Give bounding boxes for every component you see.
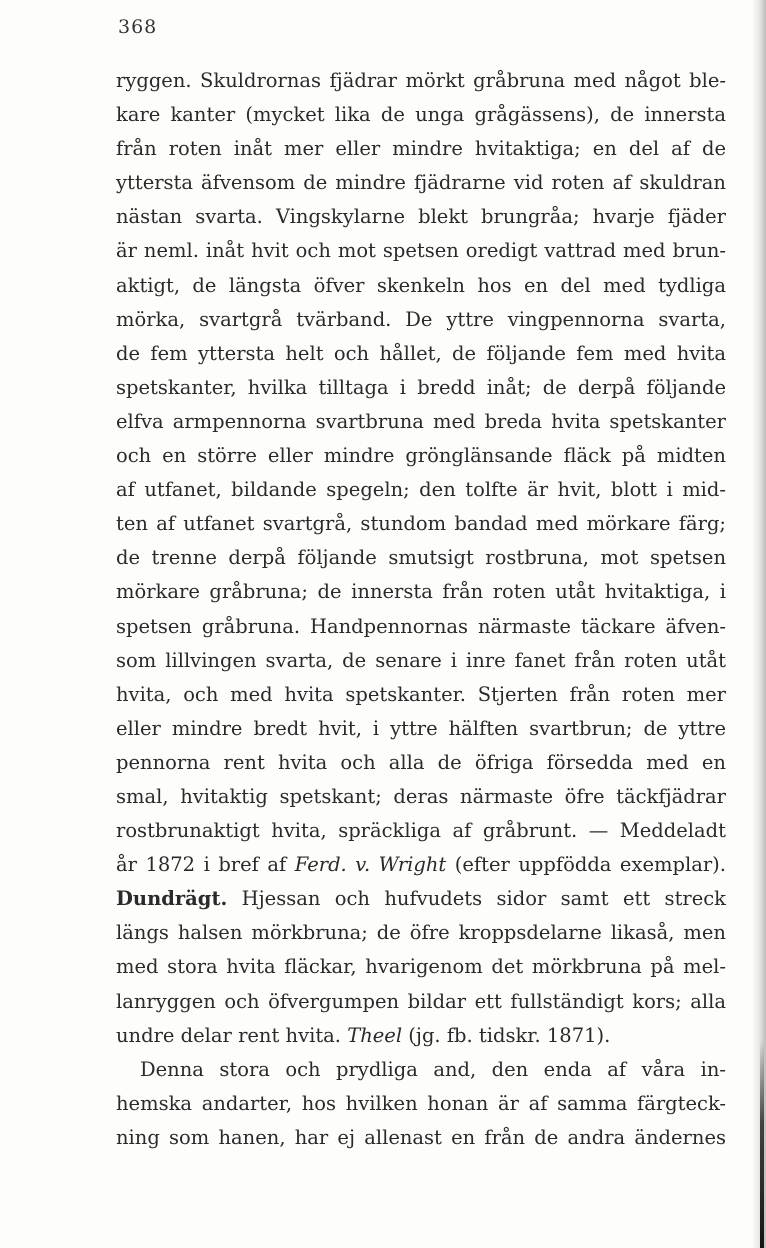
text-line-4: yttersta äfvensom de mindre fjädrarne vid roten af skuldran	[116, 171, 726, 195]
citation-text-b: (efter uppfödda exemplar).	[446, 853, 726, 877]
reference-text-b: (jg. fb. tidskr. 1871).	[402, 1023, 611, 1047]
page-number: 368	[118, 16, 158, 38]
text-line-26: längs halsen mörkbruna; de öfre kroppsdelarne likaså, men	[116, 921, 726, 945]
reference-author: Theel	[347, 1023, 403, 1047]
text-line-28: lanryggen och öfvergumpen bildar ett fullständigt kors; alla	[116, 989, 726, 1013]
text-line-15: de trenne derpå följande smutsigt rostbruna, mot spetsen	[116, 546, 726, 570]
text-line-27: med stora hvita fläckar, hvarigenom det mörkbruna på mel-	[116, 955, 726, 979]
text-line-25	[116, 882, 726, 916]
text-line-23: rostbrunaktigt hvita, spräckliga af gråbrunt. — Meddeladt	[116, 819, 726, 843]
text-line-14: ten af utfanet svartgrå, stundom bandad med mörkare färg;	[116, 512, 726, 536]
citation-author: Ferd. v. Wright	[294, 853, 447, 877]
reference-text-a: undre delar rent hvita.	[116, 1023, 348, 1047]
text-line-1: ryggen. Skuldrornas fjädrar mörkt gråbruna med något ble-	[116, 69, 726, 92]
text-line-11: elfva armpennorna svartbruna med breda hvita spetskanter	[116, 409, 726, 433]
text-line-24	[116, 848, 726, 882]
page-edge-binding	[760, 1040, 764, 1248]
section-text: Hjessan och hufvudets sidor samt ett streck	[227, 887, 726, 911]
text-line-18: som lillvingen svarta, de senare i inre fanet från roten utåt	[116, 648, 726, 672]
section-heading-dundragt: Dundrägt.	[116, 887, 228, 911]
text-line-19: hvita, och med hvita spetskanter. Stjerten från roten mer	[116, 682, 726, 706]
text-line-6: är neml. inåt hvit och mot spetsen oredigt vattrad med brun-	[116, 239, 726, 263]
text-line-21: pennorna rent hvita och alla de öfriga försedda med en	[116, 750, 726, 774]
text-line-9: de fem yttersta helt och hållet, de följande fem med hvita	[116, 341, 726, 365]
text-line-3: från roten inåt mer eller mindre hvitaktiga; en del af de	[116, 137, 726, 161]
text-line-2: kare kanter (mycket lika de unga grågässens), de innersta	[116, 103, 726, 127]
text-line-8: mörka, svartgrå tvärband. De yttre vingpennorna svarta,	[116, 307, 726, 331]
text-line-31: hemska andarter, hos hvilken honan är af samma färgteck-	[116, 1091, 726, 1115]
text-line-20: eller mindre bredt hvit, i yttre hälften svartbrun; de yttre	[116, 716, 726, 740]
body-text	[116, 64, 726, 1155]
text-line-5: nästan svarta. Vingskylarne blekt brungråa; hvarje fjäder	[116, 205, 726, 229]
text-line-7: aktigt, de längsta öfver skenkeln hos en del med tydliga	[116, 273, 726, 297]
text-line-13: af utfanet, bildande spegeln; den tolfte är hvit, blott i mid-	[116, 478, 726, 502]
text-line-17: spetsen gråbruna. Handpennornas närmaste täckare äfven-	[116, 614, 726, 638]
text-line-32: ning som hanen, har ej allenast en från de andra ändernes	[116, 1125, 726, 1149]
text-line-29	[116, 1019, 726, 1053]
text-line-30: Denna stora och prydliga and, den enda af våra in-	[140, 1057, 726, 1081]
text-line-10: spetskanter, hvilka tilltaga i bredd inåt; de derpå följande	[116, 375, 726, 399]
text-line-12: och en större eller mindre grönglänsande fläck på midten	[116, 444, 726, 468]
citation-text-a: år 1872 i bref af	[116, 853, 295, 877]
text-line-22: smal, hvitaktig spetskant; deras närmaste öfre täckfjädrar	[116, 784, 726, 808]
text-line-16: mörkare gråbruna; de innersta från roten utåt hvitaktiga, i	[116, 580, 726, 604]
